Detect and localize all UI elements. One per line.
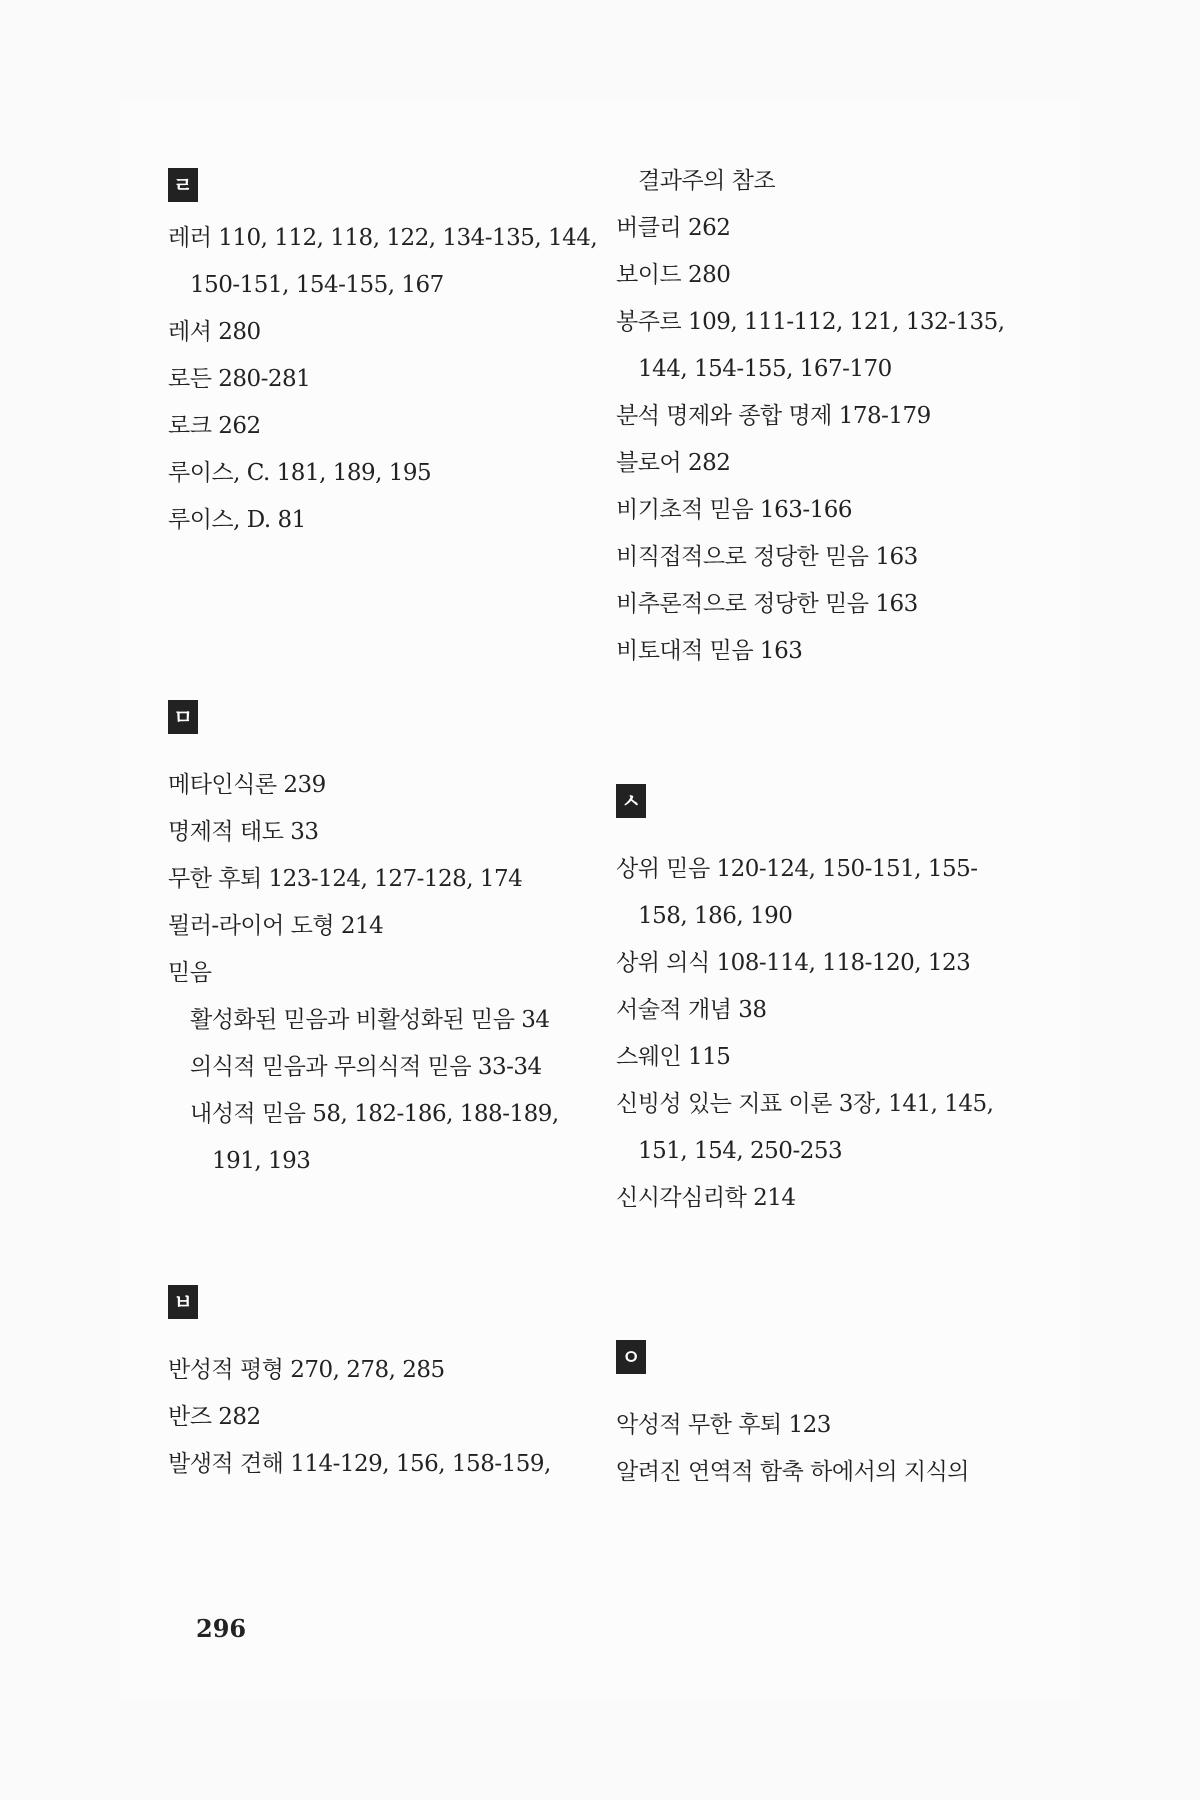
index-subentry-continuation: 191, 193 [212,1148,311,1174]
section-entries [168,215,597,544]
index-subentry: 활성화된 믿음과 비활성화된 믿음 34 [190,1007,550,1033]
section-entries [616,846,993,1222]
index-section-ieung [616,1340,1046,1485]
index-entry-continuation: 150-151, 154-155, 167 [190,272,444,298]
continued-entries [616,158,1046,675]
section-entries [168,762,559,1185]
index-section-siot [616,784,1046,1211]
index-entry-continuation: 144, 154-155, 167-170 [638,356,892,382]
index-subentry: 내성적 믿음 58, 182-186, 188-189, [190,1101,559,1127]
index-entry: 알려진 연역적 함축 하에서의 지식의 [616,1459,970,1485]
index-entry-continuation: 결과주의 참조 [638,168,776,194]
index-entry: 루이스, C. 181, 189, 195 [168,460,432,486]
index-entry-continuation: 158, 186, 190 [638,903,793,929]
section-letter-badge: ㅁ [168,700,198,734]
index-entry: 발생적 견해 114-129, 156, 158-159, [168,1451,551,1477]
section-letter-badge: ㅂ [168,1285,198,1319]
index-entry: 스웨인 115 [616,1044,731,1070]
index-section-mieum [168,700,598,1174]
index-entry: 루이스, D. 81 [168,507,306,533]
index-entry: 악성적 무한 후퇴 123 [616,1412,831,1438]
index-subentry: 의식적 믿음과 무의식적 믿음 33-34 [190,1054,542,1080]
index-entry: 비토대적 믿음 163 [616,638,803,664]
index-entry-continuation: 151, 154, 250-253 [638,1138,843,1164]
page-number: 296 [196,1614,247,1643]
index-entry: 명제적 태도 33 [168,819,319,845]
index-entry: 분석 명제와 종합 명제 178-179 [616,403,931,429]
index-entry: 버클리 262 [616,215,731,241]
section-letter-badge: ㄹ [168,168,198,202]
index-entry: 비추론적으로 정당한 믿음 163 [616,591,918,617]
index-entry: 신시각심리학 214 [616,1185,796,1211]
section-entries [616,1402,969,1496]
index-entry: 봉주르 109, 111-112, 121, 132-135, [616,309,1005,335]
index-entry: 비기초적 믿음 163-166 [616,497,853,523]
index-entry: 레러 110, 112, 118, 122, 134-135, 144, [168,225,598,251]
index-entry: 보이드 280 [616,262,731,288]
index-section-bieup [168,1285,598,1477]
section-letter-badge: ㅅ [616,784,646,818]
index-entry: 상위 믿음 120-124, 150-151, 155- [616,856,978,882]
index-entry: 믿음 [168,960,212,986]
index-entry: 반즈 282 [168,1404,261,1430]
index-entry: 뮐러-라이어 도형 214 [168,913,384,939]
index-entry: 로든 280-281 [168,366,311,392]
index-section-rieul [168,168,598,533]
index-entry: 레셔 280 [168,319,261,345]
index-entry: 서술적 개념 38 [616,997,767,1023]
section-entries [168,1347,551,1488]
index-entry: 상위 의식 108-114, 118-120, 123 [616,950,971,976]
index-entry: 로크 262 [168,413,261,439]
index-entry: 메타인식론 239 [168,772,326,798]
section-letter-badge: ㅇ [616,1340,646,1374]
index-page [120,100,1080,1700]
index-entry: 신빙성 있는 지표 이론 3장, 141, 145, [616,1091,994,1117]
index-entry: 무한 후퇴 123-124, 127-128, 174 [168,866,523,892]
index-entry: 비직접적으로 정당한 믿음 163 [616,544,918,570]
index-entry: 반성적 평형 270, 278, 285 [168,1357,445,1383]
index-entry: 블로어 282 [616,450,731,476]
